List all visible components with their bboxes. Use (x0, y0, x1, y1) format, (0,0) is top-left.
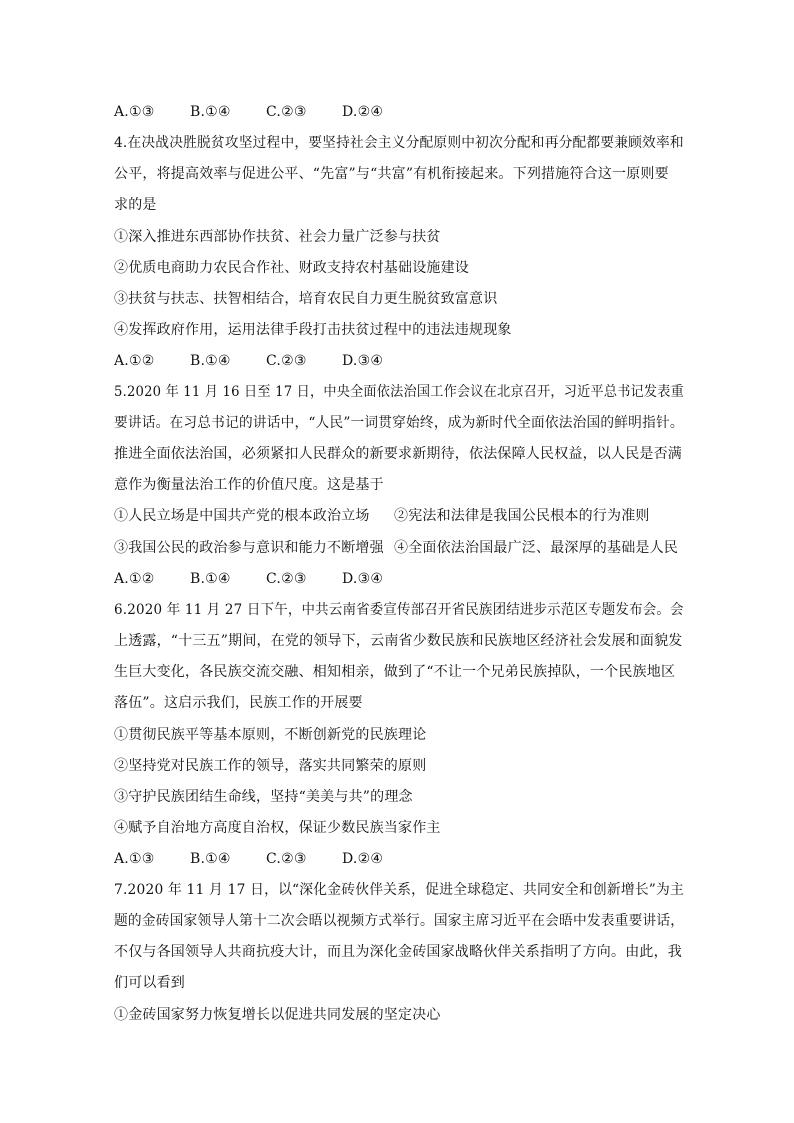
q6-option-b[interactable]: B.①④ (190, 851, 231, 867)
q6-stem-line-1: 6.2020 年 11 月 27 日下午，中共云南省委宣传部召开省民族团结进步示范区专题发布会。会 (114, 602, 684, 618)
q4-statement-1: ①深入推进东西部协作扶贫、社会力量广泛参与扶贫 (114, 229, 441, 245)
q4-statement-2: ②优质电商助力农民合作社、财政支持农村基础设施建设 (114, 260, 469, 276)
q6-statement-4: ④赋予自治地方高度自治权，保证少数民族当家作主 (114, 820, 441, 836)
q5-statements-row-2 (114, 538, 678, 558)
q5-statement-1: ①人民立场是中国共产党的根本政治立场 (114, 508, 370, 524)
q3-option-b[interactable]: B.①④ (190, 104, 231, 120)
q4-stem-line-1: 4.在决战决胜脱贫攻坚过程中，要坚持社会主义分配原则中初次分配和再分配都要兼顾效率和 (114, 135, 684, 151)
q4-option-c[interactable]: C.②③ (266, 353, 307, 369)
q7-stem-line-1: 7.2020 年 11 月 17 日，以“深化金砖伙伴关系，促进全球稳定、共同安全和创新增长”为主 (114, 882, 685, 898)
q5-stem-line-2: 要讲话。在习总书记的讲话中，“人民”一词贯穿始终，成为新时代全面依法治国的鲜明指针。 (114, 415, 684, 431)
q5-option-d[interactable]: D.③④ (342, 571, 384, 587)
q6-option-d[interactable]: D.②④ (342, 851, 384, 867)
q5-stem-line-1: 5.2020 年 11 月 16 日至 17 日，中央全面依法治国工作会议在北京召开，习近平总书记发表重 (114, 384, 684, 400)
q5-options (114, 569, 383, 589)
q3-option-a[interactable]: A.①③ (114, 104, 155, 120)
q4-options (114, 351, 383, 371)
q3-option-c[interactable]: C.②③ (266, 104, 307, 120)
q6-statement-2: ②坚持党对民族工作的领导，落实共同繁荣的原则 (114, 758, 427, 774)
q4-stem-line-2: 公平，将提高效率与促进公平、“先富”与“共富”有机衔接起来。下列措施符合这一原则要 (114, 166, 669, 182)
q5-statements-row-1 (114, 506, 650, 526)
q5-statement-3: ③我国公民的政治参与意识和能力不断增强 (114, 540, 384, 556)
q6-options (114, 849, 383, 869)
q4-option-a[interactable]: A.①② (114, 353, 155, 369)
q5-stem-line-3: 推进全面依法治国，必须紧扣人民群众的新要求新期待，依法保障人民权益，以人民是否满 (114, 446, 682, 462)
exam-page (114, 0, 684, 1123)
q5-option-c[interactable]: C.②③ (266, 571, 307, 587)
q6-option-a[interactable]: A.①③ (114, 851, 155, 867)
q5-option-a[interactable]: A.①② (114, 571, 155, 587)
q5-statement-2: ②宪法和法律是我国公民根本的行为准则 (394, 508, 650, 524)
q4-statement-4: ④发挥政府作用，运用法律手段打击扶贫过程中的违法违规现象 (114, 322, 512, 338)
q7-stem-line-3: 不仅与各国领导人共商抗疫大计，而且为深化金砖国家战略伙伴关系指明了方向。由此，我 (114, 944, 682, 960)
q7-stem-line-2: 题的金砖国家领导人第十二次会晤以视频方式举行。国家主席习近平在会晤中发表重要讲话， (114, 913, 685, 929)
q4-statement-3: ③扶贫与扶志、扶智相结合，培育农民自力更生脱贫致富意识 (114, 291, 498, 307)
q6-stem-line-4: 落伍”。这启示我们，民族工作的开展要 (114, 695, 363, 711)
q3-option-d[interactable]: D.②④ (342, 104, 384, 120)
q5-statement-4: ④全面依法治国最广泛、最深厚的基础是人民 (394, 540, 678, 556)
q6-stem-line-2: 上透露，“十三五”期间，在党的领导下，云南省少数民族和民族地区经济社会发展和面貌发 (114, 633, 683, 649)
q6-option-c[interactable]: C.②③ (266, 851, 307, 867)
q4-option-d[interactable]: D.③④ (342, 353, 384, 369)
q7-stem-line-4: 们可以看到 (114, 975, 185, 991)
q4-option-b[interactable]: B.①④ (190, 353, 231, 369)
q3-options (114, 102, 383, 122)
q5-stem-line-4: 意作为衡量法治工作的价值尺度。这是基于 (114, 477, 384, 493)
q6-statement-3: ③守护民族团结生命线，坚持“美美与共”的理念 (114, 789, 413, 805)
q4-stem-line-3: 求的是 (114, 197, 157, 213)
q5-option-b[interactable]: B.①④ (190, 571, 231, 587)
q6-stem-line-3: 生巨大变化，各民族交流交融、相知相亲，做到了“不让一个兄弟民族掉队，一个民族地区 (114, 664, 676, 680)
q6-statement-1: ①贯彻民族平等基本原则，不断创新党的民族理论 (114, 727, 427, 743)
q7-statement-1: ①金砖国家努力恢复增长以促进共同发展的坚定决心 (114, 1007, 441, 1023)
